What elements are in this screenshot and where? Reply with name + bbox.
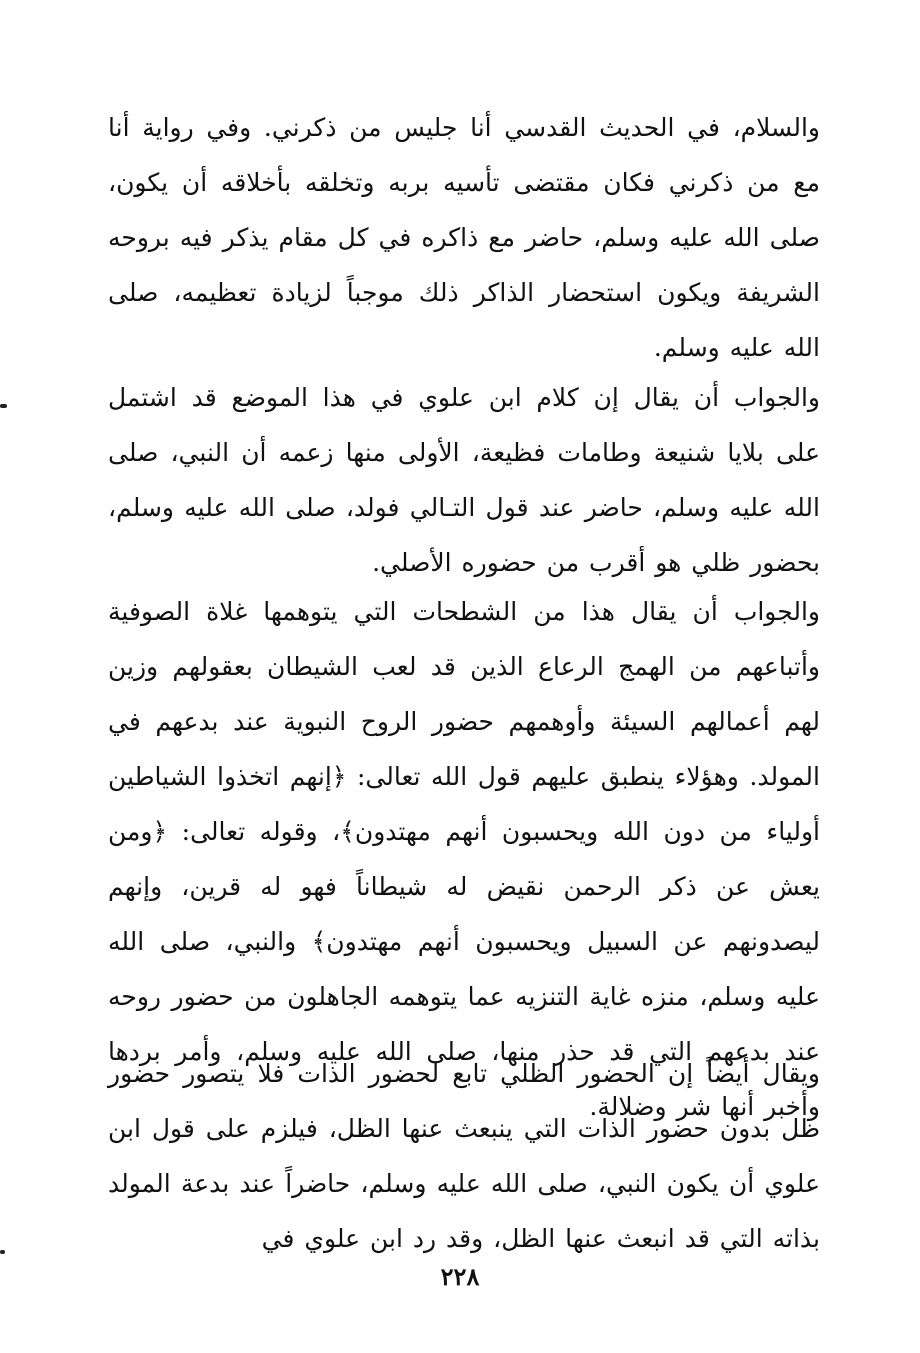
page-number: ٢٢٨ [440,1262,480,1291]
paragraph-text: والجواب أن يقال هذا من الشطحات التي يتوهمها غلاة الصوفية وأتباعهم من الهمج الرعاع الذين قد لعب الشيطان بعقولهم وزين لهم أعمالهم السيئة وأوهمهم حضور الروح النبوية عند بدعهم في المولد. وهؤلاء ينطبق عليهم قول الله تعالى: ﴿إنهم اتخذوا الشياطين أولياء من دون الله ويحسبون أنهم مهتدون﴾، وقوله تعالى: ﴿ومن يعش عن ذكر الرحمن نقيض له شيطاناً فهو له قرين، وإنهم ليصدونهم عن السبيل ويحسبون أنهم مهتدون﴾ والنبي، صلى الله عليه وسلم، منزه غاية التنزيه عما يتوهمه الجاهلون من حضور روحه عند بدعهم التي قد حذر منها، صلى الله عليه وسلم، وأمر بردها وأخبر أنها شر وضلالة. [108,597,820,1121]
paragraph-1 [108,100,820,375]
margin-mark [0,1250,5,1254]
paragraph-text: ويقال أيضاً إن الحضور الظلي تابع لحضور الذات فلا يتصور حضور ظل بدون حضور الذات التي ينبعث عنها الظل، فيلزم على قول ابن علوي أن يكون النبي، صلى الله عليه وسلم، حاضراً عند بدعة المولد بذاته التي قد انبعث عنها الظل، وقد رد ابن علوي في [108,1059,820,1253]
paragraph-text: والجواب أن يقال إن كلام ابن علوي في هذا الموضع قد اشتمل على بلايا شنيعة وطامات فظيعة، الأولى منها زعمه أن النبي، صلى الله عليه وسلم، حاضر عند قول التـالي فولد، صلى الله عليه وسلم، بحضور ظلي هو أقرب من حضوره الأصلي. [108,383,820,577]
paragraph-4 [108,1046,820,1266]
paragraph-2 [108,370,820,590]
paragraph-text: والسلام، في الحديث القدسي أنا جليس من ذكرني. وفي رواية أنا مع من ذكرني فكان مقتضى تأسيه بربه وتخلقه بأخلاقه أن يكون، صلى الله عليه وسلم، حاضر مع ذاكره في كل مقام يذكر فيه بروحه الشريفة ويكون استحضار الذاكر ذلك موجباً لزيادة تعظيمه، صلى الله عليه وسلم. [108,113,820,362]
margin-mark [0,404,7,408]
